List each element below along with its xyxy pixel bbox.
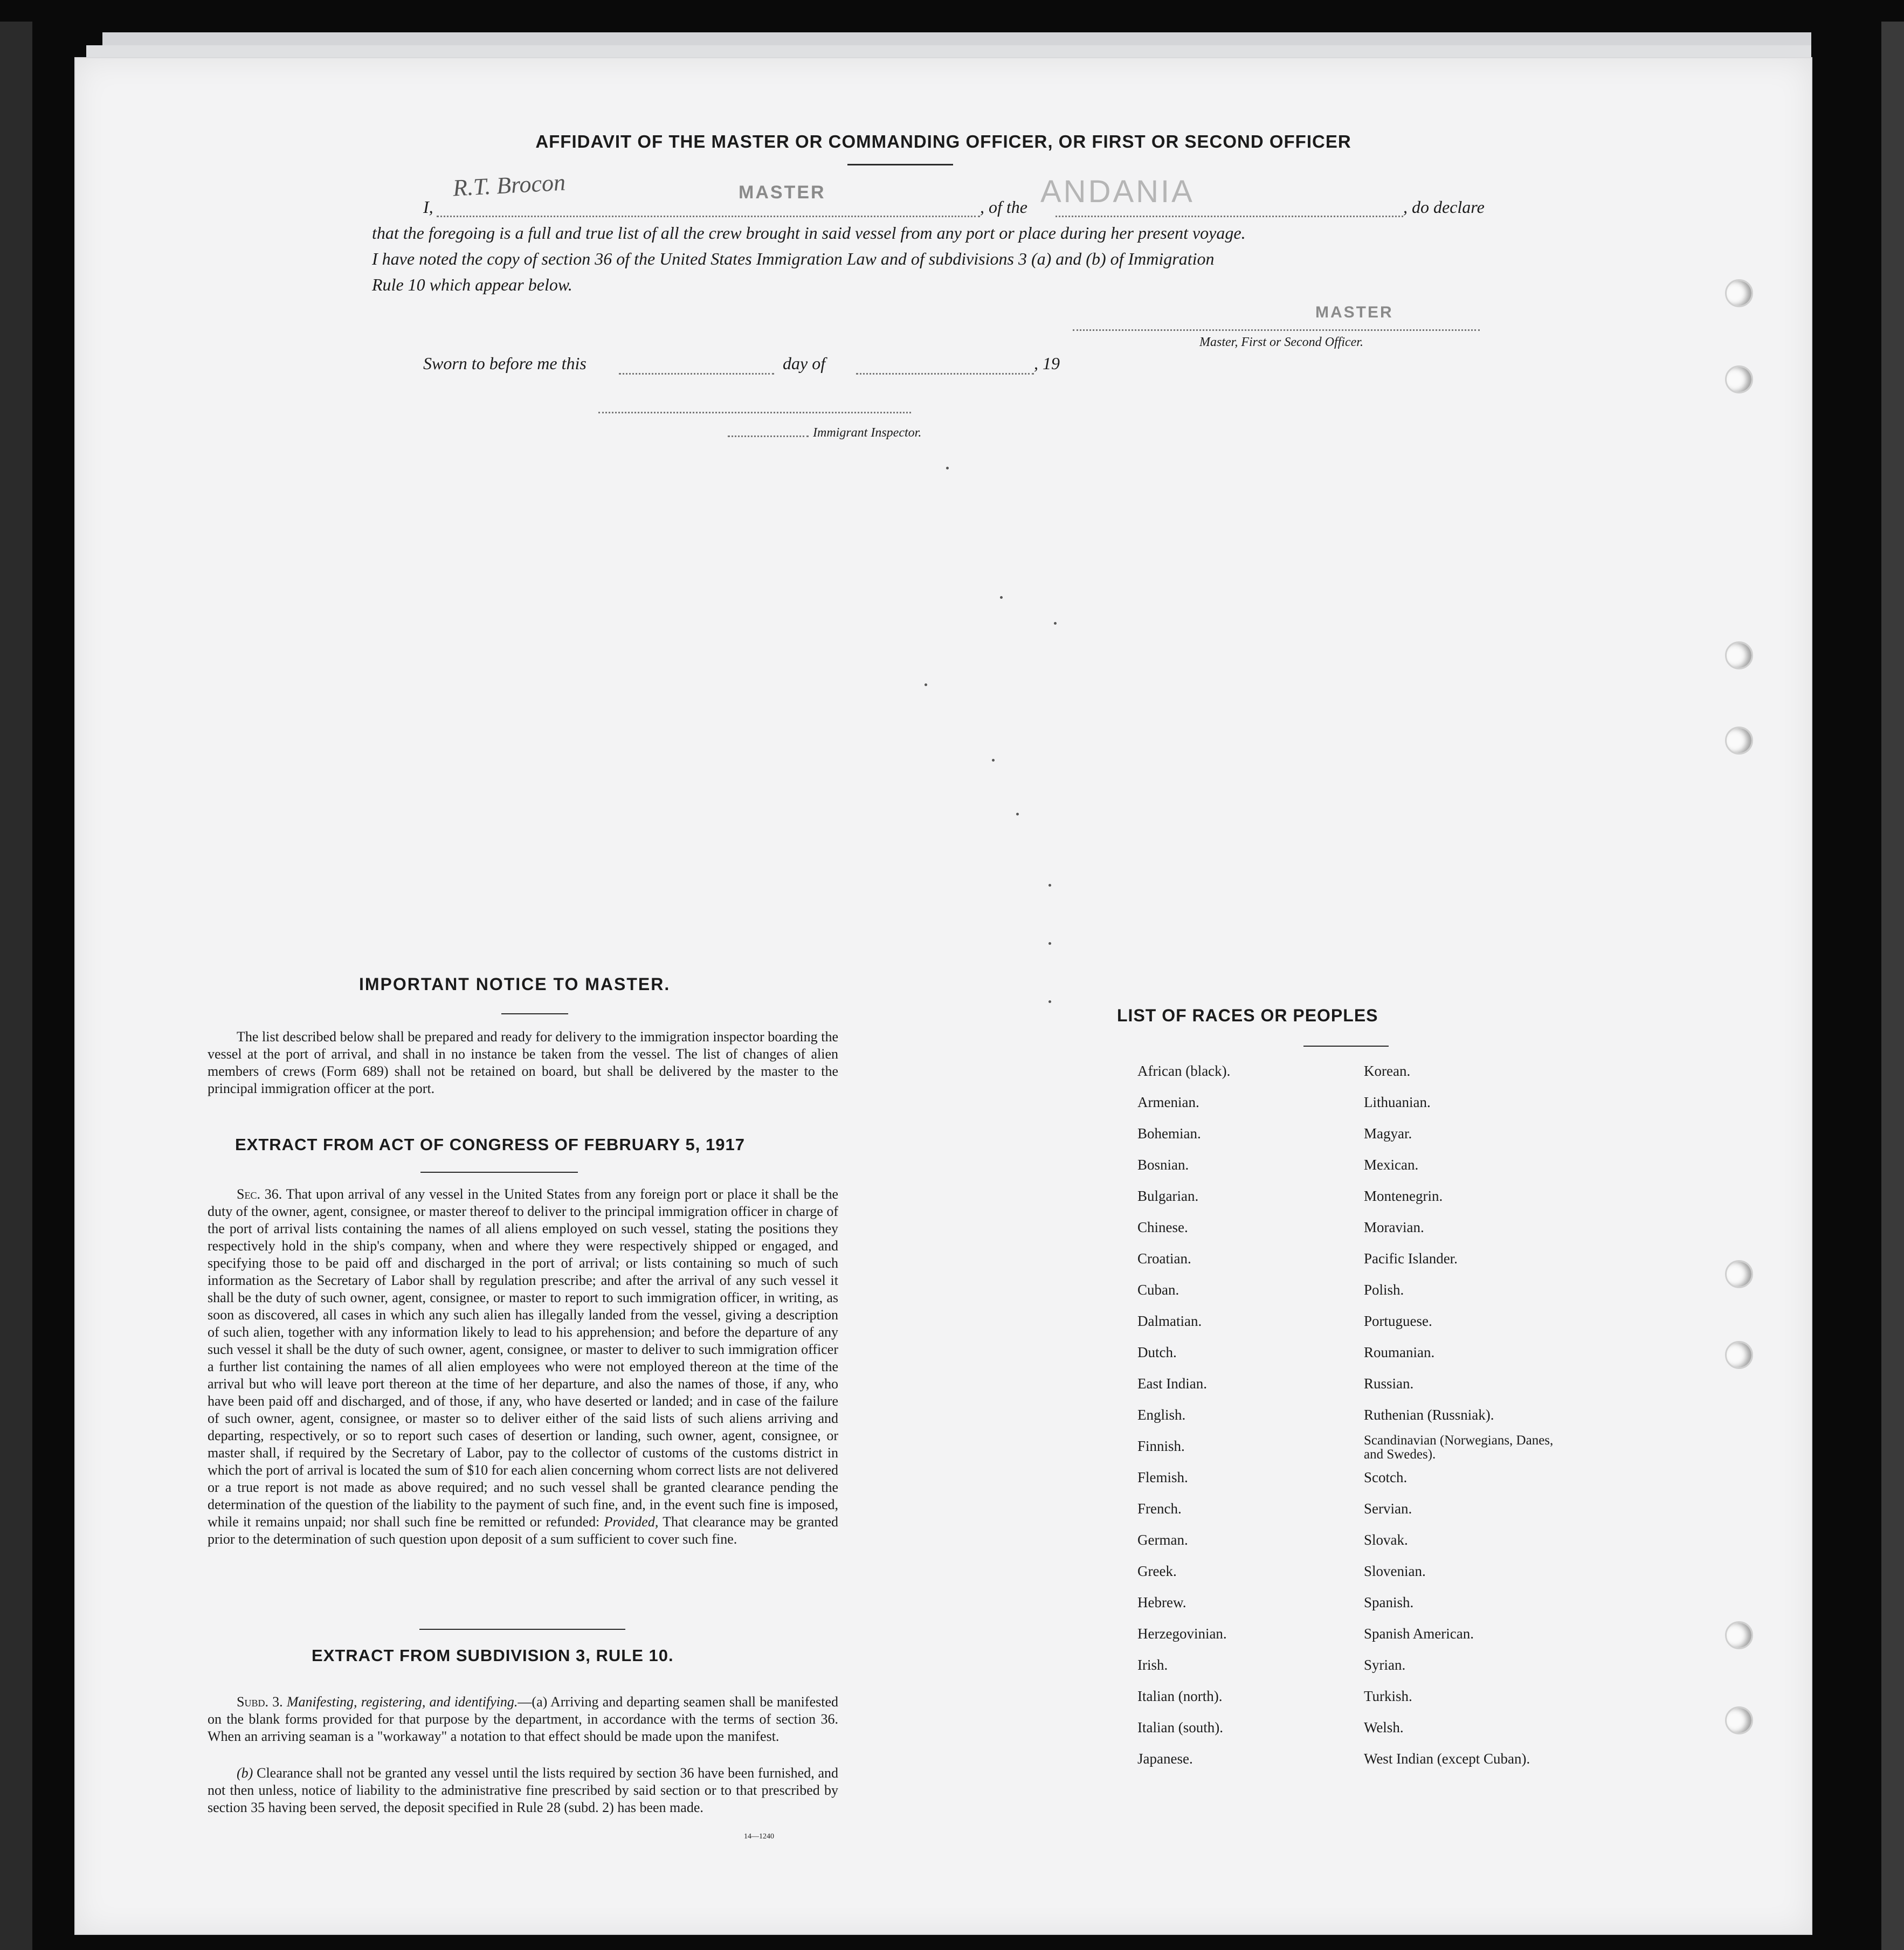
race-item: German. [1137, 1532, 1188, 1548]
vessel-name: ANDANIA [1040, 174, 1195, 209]
race-item: Spanish. [1364, 1594, 1414, 1610]
sworn-label: Sworn to before me this [423, 354, 587, 373]
race-item: English. [1137, 1407, 1186, 1423]
stray-mark [992, 759, 995, 762]
stray-mark [1000, 596, 1003, 599]
race-item: Greek. [1137, 1563, 1177, 1579]
act-heading: EXTRACT FROM ACT OF CONGRESS OF FEBRUARY 5, 1917 [235, 1135, 745, 1154]
races-heading-rule [1303, 1046, 1389, 1047]
act-provided-label: Provided, [604, 1514, 659, 1530]
race-item: Armenian. [1137, 1094, 1199, 1110]
sworn-month-line [856, 373, 1034, 375]
binder-hole [1725, 365, 1753, 393]
act-text [208, 1186, 838, 1548]
race-item: Portuguese. [1364, 1313, 1432, 1329]
stray-mark [1048, 942, 1051, 945]
race-item: Ruthenian (Russniak). [1364, 1407, 1494, 1423]
race-item: Welsh. [1364, 1719, 1404, 1735]
races-heading: LIST OF RACES OR PEOPLES [1117, 1006, 1378, 1025]
race-item: Magyar. [1364, 1125, 1412, 1142]
act-heading-rule [420, 1172, 578, 1173]
race-item: Flemish. [1137, 1469, 1188, 1485]
race-item: Croatian. [1137, 1250, 1191, 1267]
race-item: Russian. [1364, 1375, 1414, 1392]
race-item: Irish. [1137, 1657, 1168, 1673]
affidavit-heading: AFFIDAVIT OF THE MASTER OR COMMANDING OFFICER, OR FIRST OR SECOND OFFICER [535, 132, 1351, 151]
race-item: Bohemian. [1137, 1125, 1201, 1142]
affidavit-line-2: that the foregoing is a full and true list of all the crew brought in said vessel from any port or place during her present voyage. [372, 223, 1246, 243]
race-item: Servian. [1364, 1500, 1412, 1517]
race-item: Scandinavian (Norwegians, Danes, and Swedes). [1364, 1433, 1554, 1462]
master-stamp-2: MASTER [1315, 303, 1393, 321]
act-section-end: That clearance may be granted prior to the determination of such question upon deposit of a sum sufficient to cover such fine. [208, 1514, 839, 1547]
day-of-label: day of [783, 354, 826, 373]
vessel-name-line [1056, 216, 1403, 217]
act-section-body: That upon arrival of any vessel in the United States from any foreign port or place it shall be the duty of the owner, agent, consignee, or master thereof to deliver to the principal immigration officer in charge of the port of arrival lists containing the names of all aliens employed on such vessel, stating the positions they respectively hold in the ship's company, when and where they were respectively shipped or engaged, and specifying those to be paid off and discharged in the port of arrival; or lists containing so much of such information as the Secretary of Labor shall by regulation prescribe; and after the arrival of any such vessel it shall be the duty of such owner, agent, consignee, or master to report to such immigration officer, in writing, as soon as discovered, all cases in which any such alien has illegally landed from the vessel, giving a description of such alien, together with any information likely to lead to his apprehension; and before the departure of any such vessel it shall be the duty of such owner, agent, consignee, or master to deliver to such immigration officer a further list containing the names of all alien employees who were not employed thereon at the time of the arrival but who will leave port thereon at the time of her departure, and also the names of those, if any, who have been paid off and discharged, and of those, if any, who have deserted or landed; and in case of the failure of such owner, agent, consignee, or master so to deliver either of the said lists of such aliens arriving and departing, respectively, or so to report such cases of desertion or landing, such owner, agent, consignee, or master shall, if required by the Secretary of Labor, pay to the collector of customs of the customs district in which the port of arrival is located the sum of $10 for each alien concerning whom correct lists are not delivered or a true report is not made as above required; and no such vessel shall be granted clearance pending the determination of the question of the liability to the payment of such fine, and, in the event such fine is imposed, while it remains unpaid; nor shall such fine be remitted or refunded: [208, 1186, 839, 1530]
race-item: French. [1137, 1500, 1182, 1517]
film-border-left [0, 22, 32, 1950]
rule-subd-title: Manifesting, registering, and identifying. [286, 1694, 518, 1710]
declarant-name-line [437, 216, 980, 217]
race-item: Pacific Islander. [1364, 1250, 1458, 1267]
race-item: Polish. [1364, 1282, 1404, 1298]
binder-hole [1725, 1706, 1753, 1734]
stray-mark [1054, 622, 1057, 625]
year-label: , 19 [1034, 354, 1060, 373]
stray-mark [946, 467, 949, 469]
rule-part-a [208, 1693, 838, 1745]
race-item: Spanish American. [1364, 1626, 1474, 1642]
officer-caption: Master, First or Second Officer. [1199, 335, 1363, 349]
binder-hole [1725, 1260, 1753, 1288]
race-item: West Indian (except Cuban). [1364, 1751, 1530, 1767]
stray-mark [1016, 813, 1019, 815]
rule-part-b-text: Clearance shall not be granted any vessel until the lists required by section 36 have been furnished, and not then unless, notice of liability to the administrative fine prescribed by said section or to that prescribed by section 35 having been served, the deposit specified in Rule 28 (subd. 2) has been made. [208, 1765, 839, 1815]
race-item: Japanese. [1137, 1751, 1193, 1767]
race-item: Montenegrin. [1364, 1188, 1443, 1204]
master-stamp: MASTER [739, 182, 826, 203]
race-item: East Indian. [1137, 1375, 1207, 1392]
race-item: Italian (north). [1137, 1688, 1223, 1704]
race-item: Mexican. [1364, 1157, 1419, 1173]
act-end-rule [419, 1629, 625, 1630]
race-item: Herzegovinian. [1137, 1626, 1227, 1642]
manifest-page [75, 58, 1811, 1934]
race-item: Syrian. [1364, 1657, 1406, 1673]
inspector-signature-line [598, 412, 911, 413]
inspector-caption-line [728, 435, 809, 437]
stray-mark [1048, 884, 1051, 887]
binder-hole [1725, 641, 1753, 669]
race-item: Hebrew. [1137, 1594, 1186, 1610]
binder-hole [1725, 1341, 1753, 1369]
stray-mark [1048, 1000, 1051, 1003]
binder-hole [1725, 727, 1753, 755]
act-section-label: Sec. 36. [237, 1186, 282, 1202]
inspector-caption: Immigrant Inspector. [813, 426, 922, 440]
affidavit-line-4: Rule 10 which appear below. [372, 275, 572, 294]
sworn-day-line [619, 373, 774, 375]
rule-part-a-text: —(a) Arriving and departing seamen shall be manifested on the blank forms provided for that purpose by the department, in accordance with the terms of section 36. When an arriving seaman is a "workaway" a notation to that effect should be made upon the manifest. [208, 1694, 838, 1744]
race-item: Cuban. [1137, 1282, 1179, 1298]
form-number: 14—1240 [744, 1833, 774, 1841]
race-item: African (black). [1137, 1063, 1231, 1079]
of-the-label: , of the [980, 197, 1027, 217]
race-item: Dutch. [1137, 1344, 1177, 1360]
notice-text: The list described below shall be prepared and ready for delivery to the immigration inspector boarding the vessel at the port of arrival, and shall in no instance be taken from the vessel. The list of changes of alien members of crews (Form 689) shall not be retained on board, but shall be delivered by the master to the principal immigration officer at the port. [208, 1029, 838, 1096]
notice-heading: IMPORTANT NOTICE TO MASTER. [359, 974, 671, 994]
race-item: Bosnian. [1137, 1157, 1189, 1173]
binder-hole [1725, 279, 1753, 307]
race-item: Scotch. [1364, 1469, 1408, 1485]
binder-hole [1725, 1621, 1753, 1649]
affidavit-heading-rule [847, 164, 953, 165]
race-item: Bulgarian. [1137, 1188, 1199, 1204]
race-item: Korean. [1364, 1063, 1411, 1079]
race-item: Chinese. [1137, 1219, 1188, 1235]
race-item: Finnish. [1137, 1438, 1185, 1454]
affidavit-line-3: I have noted the copy of section 36 of the United States Immigration Law and of subdivisions 3 (a) and (b) of Immigration [372, 249, 1215, 268]
rule-heading: EXTRACT FROM SUBDIVISION 3, RULE 10. [312, 1646, 674, 1665]
race-item: Slovenian. [1364, 1563, 1426, 1579]
declarant-i-label: I, [423, 197, 433, 217]
officer-signature-line [1073, 329, 1480, 331]
rule-part-b-label: (b) [237, 1765, 253, 1781]
master-signature: R.T. Brocon [452, 169, 567, 202]
film-border-right [1881, 22, 1904, 1950]
race-item: Moravian. [1364, 1219, 1424, 1235]
race-item: Roumanian. [1364, 1344, 1435, 1360]
rule-subd-label: Subd. 3. [237, 1694, 283, 1710]
stray-mark [925, 683, 927, 686]
race-item: Lithuanian. [1364, 1094, 1431, 1110]
race-item: Turkish. [1364, 1688, 1412, 1704]
race-item: Slovak. [1364, 1532, 1408, 1548]
do-declare-label: , do declare [1403, 197, 1485, 217]
notice-heading-rule [501, 1013, 568, 1014]
race-item: Dalmatian. [1137, 1313, 1202, 1329]
race-item: Italian (south). [1137, 1719, 1223, 1735]
rule-part-b [208, 1765, 838, 1816]
